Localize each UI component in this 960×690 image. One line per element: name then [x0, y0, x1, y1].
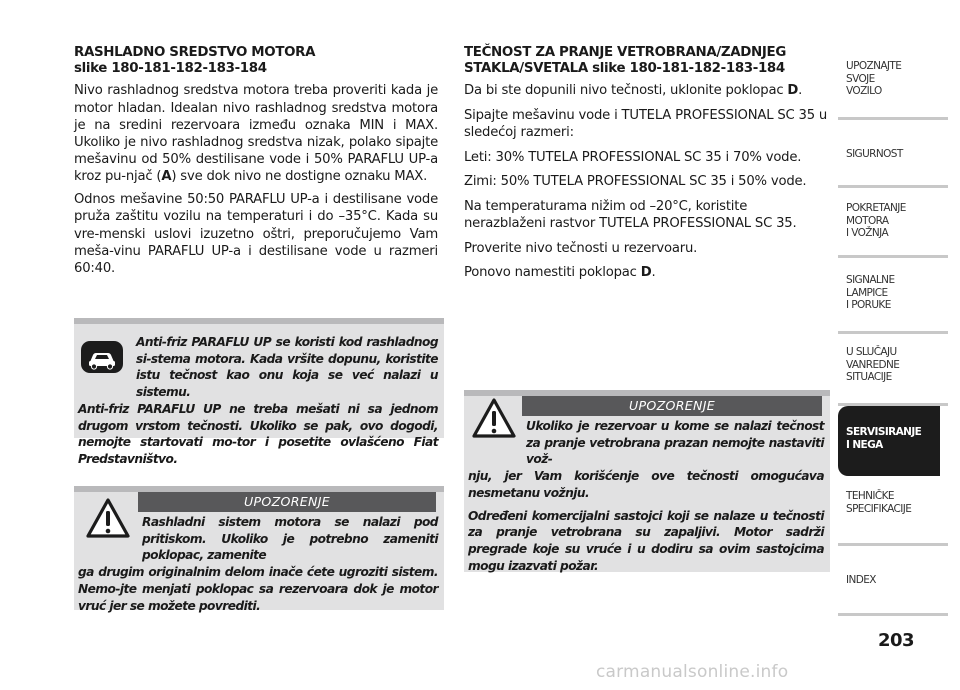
paragraph: Da bi ste dopunili nivo tečnosti, uklonite poklopac D. — [464, 83, 803, 99]
warning-text: nju, jer Vam korišćenje ove tečnosti omogućava nesmetanu vožnju. — [468, 469, 824, 500]
paragraph: Ponovo namestiti poklopac D. — [464, 265, 656, 281]
paragraph: Sipajte mešavinu vode i TUTELA PROFESSIONAL SC 35 u sledećoj razmeri: — [464, 108, 828, 141]
tab-tehnicke-specifikacije[interactable]: TEHNIČKE SPECIFIKACIJE — [838, 476, 940, 546]
warning-box — [464, 390, 830, 572]
tab-pokretanje-motora[interactable]: POKRETANJE MOTORA I VOŽNJA — [838, 190, 940, 258]
paragraph: Odnos mešavine 50:50 PARAFLU UP-a i destilisane vode pruža zaštitu vozilu na temperaturi i do –35°C. Kada su vre-menski uslovi izuzetno oštri, preporučujemo Vam meša-vinu PARAFLU UP-a i destilisane vode u razmeri 60:40. — [74, 192, 438, 277]
paragraph: Nivo rashladnog sredstva motora treba proveriti kada je motor hladan. Idealan nivo rashladnog sredstva motora je na sredini rezervoara između oznaka MIN i MAX. Ukoliko je nivo rashladnog sredstva nizak, polako sipajte mešavinu od 50% destilisane vode i 50% PARAFLU UP-a kroz pu-njač (A) sve dok nivo ne dostigne oznaku MAX. — [74, 83, 438, 185]
warning-text: Određeni komercijalni sastojci koji se nalaze u tečnosti za pranje vetrobrana su zapaljivi. Motor sadrži pregrade koje su vruće i u dodiru sa ovim sastojcima mogu izazvati požar. — [468, 508, 824, 573]
warning-text: Ukoliko je rezervoar u kome se nalazi tečnost za pranje vetrobrana prazan nemojte nastaviti vož- — [526, 419, 824, 467]
divider — [74, 318, 444, 324]
tab-index[interactable]: INDEX — [838, 548, 940, 616]
paragraph: Leti: 30% TUTELA PROFESSIONAL SC 35 i 70% vode. — [464, 149, 802, 165]
page-number: 203 — [878, 630, 915, 651]
tab-sigurnost[interactable]: SIGURNOST — [838, 122, 940, 188]
warning-banner: UPOZORENJE — [522, 396, 822, 416]
tab-u-slucaju-vanredne-situacije[interactable]: U SLUČAJU VANREDNE SITUACIJE — [838, 336, 940, 406]
section-heading: TEČNOST ZA PRANJE VETROBRANA/ZADNJEG STAKLA/SVETALA slike 180-181-182-183-184 — [464, 45, 786, 77]
warning-banner: UPOZORENJE — [138, 492, 436, 512]
right-column — [464, 45, 828, 289]
info-note-box — [74, 318, 444, 466]
tab-upoznajte-svoje-vozilo[interactable]: UPOZNAJTE SVOJE VOZILO — [838, 54, 940, 120]
paragraph: Na temperaturama nižim od –20°C, koristite nerazblaženi rastvor TUTELA PROFESSIONAL SC 35. — [464, 198, 797, 232]
watermark: carmanualsonline.info — [596, 662, 789, 682]
warning-text: ga drugim originalnim delom inače ćete ugroziti sistem. Nemo-jte menjati poklopac sa rezervoara dok je motor vruć jer se možete povrediti. — [78, 565, 438, 613]
left-column — [74, 45, 438, 283]
warning-text: Rashladni sistem motora se nalazi pod pritiskom. Ukoliko je potrebno zameniti poklopac, zamenite — [142, 515, 438, 563]
tab-servisiranje-i-nega[interactable]: SERVISIRANJE I NEGA — [838, 406, 940, 476]
paragraph: Zimi: 50% TUTELA PROFESSIONAL SC 35 i 50% vode. — [464, 174, 807, 190]
note-text: Anti-friz PARAFLU UP ne treba mešati ni sa jednom drugom vrstom tečnosti. Ukoliko se pak, ovo dogodi, nemojte startovati mo-tor i posetite ovlašćeno Fiat Predstavništvo. — [78, 401, 438, 466]
section-heading: RASHLADNO SREDSTVO MOTORA slike 180-181-182-183-184 — [74, 45, 316, 77]
warning-box — [74, 486, 444, 613]
paragraph: Proverite nivo tečnosti u rezervoaru. — [464, 240, 698, 256]
note-text: Anti-friz PARAFLU UP se koristi kod rashladnog si-stema motora. Kada vršite dopunu, koristite istu tečnost kao onu koja se već nalazi u sistemu. — [136, 335, 438, 400]
tab-signalne-lampice[interactable]: SIGNALNE LAMPICE I PORUKE — [838, 260, 940, 334]
